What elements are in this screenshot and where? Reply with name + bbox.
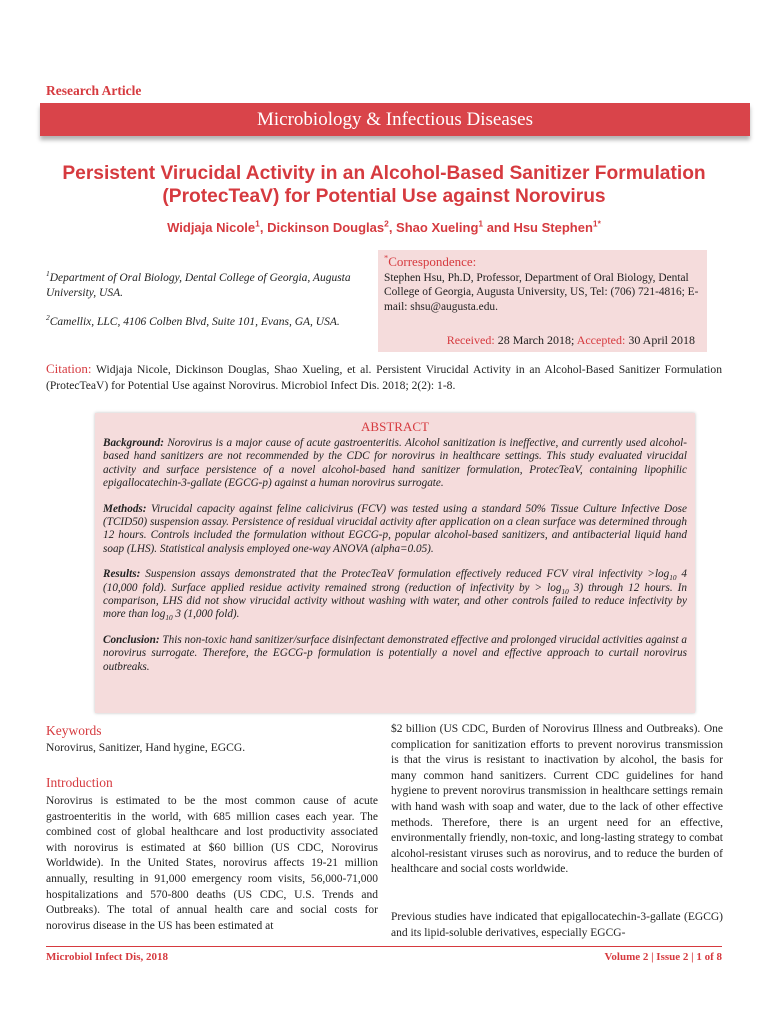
- keywords-text: Norovirus, Sanitizer, Hand hygine, EGCG.: [46, 741, 246, 754]
- abstract-results-text: 3) through 12 hours. In comparison, LHS did not show virucidal activity without washing with water, and other controls failed to reduce infectivity by more than log: [103, 581, 687, 621]
- citation-label: Citation:: [46, 361, 92, 376]
- abstract-conclusion-text: This non-toxic hand sanitizer/surface disinfectant demonstrated effective and prolonged virucidal activities against a norovirus surrogate. Therefore, the EGCG-p formulation is potentially a novel and effective approach to curtail norovirus outbreaks.: [103, 633, 687, 673]
- author-affiliation-mark: 1*: [592, 218, 601, 229]
- author-name: Shao Xueling: [396, 220, 479, 235]
- author-name: Widjaja Nicole: [167, 220, 256, 235]
- paper-title: [50, 162, 718, 208]
- abstract-results-label: Results:: [103, 568, 141, 581]
- title-line-1: Persistent Virucidal Activity in an Alcohol-Based Sanitizer Formulation: [62, 163, 706, 184]
- citation: [46, 361, 722, 394]
- introduction-right-paragraph-2: Previous studies have indicated that epigallocatechin-3-gallate (EGCG) and its lipid-soluble derivatives, especially EGCG-: [391, 911, 723, 939]
- article-type-label: Research Article: [46, 83, 142, 98]
- log-subscript: 10: [561, 587, 569, 596]
- abstract-background-text: Norovirus is a major cause of acute gastroenteritis. Alcohol sanitization is ineffective, and currently used alcohol-based hand sanitizers are not recommended by the CDC for norovirus in healthcare settings. This study evaluated virucidal activity and surface persistence of a novel alcohol-based hand sanitizer formulation, ProtecTeaV, containing lipophilic epigallocatechin-3-gallate (EGCG-p) against a human norovirus surrogate.: [103, 437, 687, 490]
- journal-banner: Microbiology & Infectious Diseases: [40, 103, 750, 136]
- abstract-background: [103, 437, 687, 491]
- affiliation-mark: 1: [46, 269, 50, 279]
- introduction-heading: Introduction: [46, 775, 113, 790]
- abstract-conclusion: [103, 634, 687, 674]
- author-separator: ,: [388, 220, 397, 235]
- abstract-box: [95, 413, 695, 713]
- log-subscript: 10: [669, 574, 677, 583]
- abstract-results-text: 4 (10,000 fold). Surface applied residue activity remained strong (reduction of infectivity by > log: [103, 568, 688, 594]
- title-line-2: (ProtecTeaV) for Potential Use against Norovirus: [162, 186, 606, 207]
- author-separator: and: [483, 220, 514, 235]
- footer-journal: Microbiol Infect Dis, 2018: [46, 951, 169, 963]
- author-name: Hsu Stephen: [513, 220, 593, 235]
- date-separator: ;: [571, 332, 577, 347]
- author-affiliation-mark: 1: [478, 218, 484, 229]
- abstract-methods-text: Virucidal capacity against feline calicivirus (FCV) was tested using a standard 50% Tissue Culture Infective Dose (TCID50) suspension assay. Persistence of residual virucidal activity after application on a clean surface was determined through 12 hours. Controls included the formulation without EGCG-p, popular alcohol-based sanitizers, and antibacterial liquid hand soap (LHS). Statistical analysis employed one-way ANOVA (alpha=0.05).: [103, 502, 688, 555]
- correspondence-text: Stephen Hsu, Ph.D, Professor, Department of Oral Biology, Dental College of Georgia, Augusta University, US, Tel: (706) 721-4816; E-mail: shsu@augusta.edu.: [384, 271, 699, 313]
- correspondence-heading-text: Correspondence:: [388, 254, 477, 269]
- correspondence-box: [378, 250, 707, 352]
- introduction-left-column: Norovirus is estimated to be the most common cause of acute gastroenteritis in the world, with 685 million cases each year. The combined cost of global healthcare and lost productivity associated with norovirus is estimated at $60 billion (US CDC, Norovirus Worldwide). In the United States, norovirus affects 19-21 million annually, resulting in 91,000 emergency room visits, 56,000-71,000 hospitalizations and 570-800 deaths (US CDC, U.S. Trends and Outbreaks). The total of annual health care and social costs for norovirus disease in the US has been estimated at: [46, 795, 378, 932]
- author-separator: ,: [259, 220, 268, 235]
- abstract-conclusion-label: Conclusion:: [103, 633, 160, 646]
- abstract-methods: [103, 503, 687, 557]
- affiliation-text: Camellix, LLC, 4106 Colben Blvd, Suite 101, Evans, GA, USA.: [49, 316, 340, 328]
- introduction-right-paragraph-1: $2 billion (US CDC, Burden of Norovirus Illness and Outbreaks). One complication for sanitization efforts to prevent norovirus transmission is that the virus is resistant to inactivation by alcohol, the basis for many common hand sanitizers. Current CDC guidelines for hand hygiene to prevent norovirus transmission in healthcare settings remain with hand wash with soap and water, due to the lack of other effective methods. Therefore, there is an urgent need for an effective, environmentally friendly, non-toxic, and long-lasting strategy to combat alcohol-resistant viruses such as norovirus, and to reduce the burden of healthcare and social costs worldwide.: [391, 723, 723, 876]
- received-label: Received:: [446, 332, 495, 347]
- citation-text: Widjaja Nicole, Dickinson Douglas, Shao Xueling, et al. Persistent Virucidal Activity in an Alcohol-Based Sanitizer Formulation (ProtecTeaV) for Potential Use against Norovirus. Microbiol Infect Dis. 2018; 2(2): 1-8.: [46, 363, 722, 392]
- author-affiliation-mark: 2: [384, 218, 389, 229]
- affiliation-mark: 2: [46, 313, 50, 323]
- abstract-results-text: 3 (1,000 fold).: [172, 608, 240, 621]
- received-date: 28 March 2018: [497, 332, 572, 347]
- author-affiliation-mark: 1: [255, 218, 260, 229]
- accepted-label: Accepted:: [576, 332, 626, 347]
- abstract-background-label: Background:: [103, 437, 164, 449]
- footer-divider: [46, 946, 722, 947]
- correspondence-mark: *: [384, 252, 389, 263]
- abstract-results: [103, 568, 687, 622]
- abstract-results-text: Suspension assays demonstrated that the ProtecTeaV formulation effectively reduced FCV viral infectivity >log: [145, 568, 670, 581]
- accepted-date: 30 April 2018: [628, 332, 695, 347]
- footer-pagination: Volume 2 | Issue 2 | 1 of 8: [604, 951, 722, 963]
- abstract-heading: ABSTRACT: [361, 419, 429, 434]
- keywords-heading: Keywords: [46, 723, 102, 738]
- correspondence-heading: [384, 252, 701, 270]
- affiliation-text: Department of Oral Biology, Dental College of Georgia, Augusta University, USA.: [46, 272, 351, 299]
- abstract-methods-label: Methods:: [103, 502, 147, 515]
- author-list: [50, 220, 718, 235]
- article-dates: [447, 333, 695, 348]
- log-subscript: 10: [165, 614, 173, 623]
- affiliation-2: [46, 315, 366, 330]
- author-name: Dickinson Douglas: [267, 220, 385, 235]
- affiliation-1: [46, 271, 366, 301]
